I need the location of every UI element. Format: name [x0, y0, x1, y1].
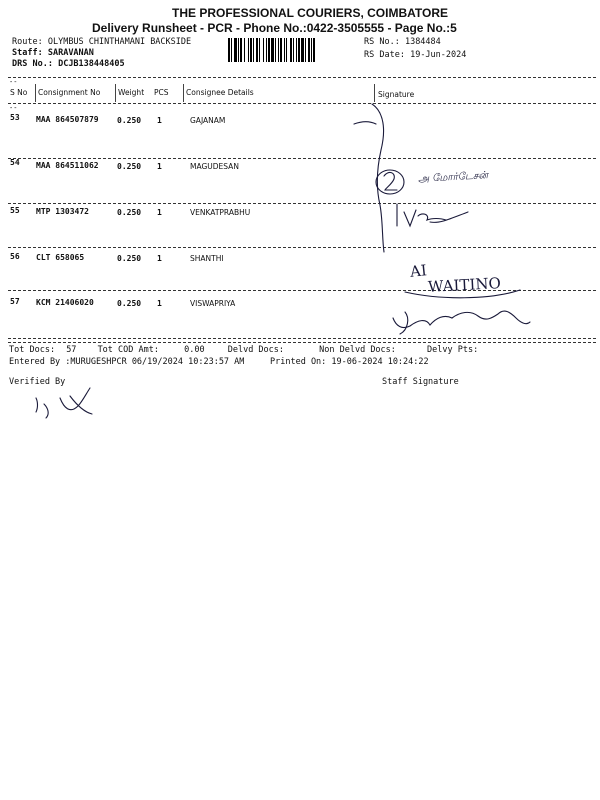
handwritten-text-row54: அ மோர்டேசன் [417, 170, 489, 185]
drs-label: DRS No.: [12, 59, 53, 69]
col-header-sno: S No [10, 88, 28, 97]
row-consignment: MAA 864511062 [36, 161, 99, 170]
row-pcs: 1 [157, 116, 162, 125]
verified-by-label: Verified By [9, 377, 66, 387]
rs-no-label: RS No.: [364, 37, 400, 47]
row-consignment: MAA 864507879 [36, 115, 99, 124]
drs-value: DCJB138448405 [58, 59, 125, 69]
col-header-consignment: Consignment No [38, 88, 101, 97]
row-consignment: MTP 1303472 [36, 207, 89, 216]
row-consignment: KCM 21406020 [36, 298, 94, 307]
runsheet-subtitle: Delivery Runsheet - PCR - Phone No.:0422-3505555 - Page No.:5 [92, 21, 457, 35]
entered-by: Entered By :MURUGESHPCR 06/19/2024 10:23:57 AM [9, 357, 245, 367]
totals-line [9, 345, 478, 355]
rs-no-value: 1384484 [404, 37, 441, 47]
company-title: THE PROFESSIONAL COURIERS, COIMBATORE [172, 6, 449, 20]
row-weight: 0.250 [117, 208, 142, 217]
row-pcs: 1 [157, 162, 162, 171]
rs-date-value: 19-Jun-2024 [410, 50, 467, 60]
row-sno: 55 [10, 206, 20, 215]
staff-value: SARAVANAN [47, 48, 94, 58]
delvd-docs-label: Delvd Docs: [227, 345, 285, 355]
row-sno: 57 [10, 297, 20, 306]
tot-cod-value: 0.00 [184, 345, 205, 355]
tot-docs-value: 57 [66, 345, 77, 355]
row-weight: 0.250 [117, 299, 142, 308]
col-header-pcs: PCS [154, 88, 169, 97]
rule-fragment: -- [9, 78, 18, 86]
row-sno: 56 [10, 252, 20, 261]
tot-docs-label: Tot Docs: [9, 345, 56, 355]
row-consignee: VENKATPRABHU [190, 208, 251, 217]
col-header-weight: Weight [118, 88, 145, 97]
row-pcs: 1 [157, 299, 162, 308]
rule-fragment: -- [9, 104, 18, 112]
row-consignee: SHANTHI [190, 254, 224, 263]
printed-on: Printed On: 19-06-2024 10:24:22 [270, 357, 429, 367]
row-weight: 0.250 [117, 162, 142, 171]
row-consignment: CLT 658065 [36, 253, 85, 262]
row-weight: 0.250 [117, 254, 142, 263]
route-label: Route: [12, 37, 43, 47]
col-header-signature: Signature [378, 90, 415, 99]
row-consignee: GAJANAM [190, 116, 226, 125]
row-sno: 53 [10, 113, 20, 122]
staff-label: Staff: [12, 48, 43, 58]
col-header-consignee: Consignee Details [186, 88, 254, 97]
row-weight: 0.250 [117, 116, 142, 125]
rs-date-label: RS Date: [364, 50, 405, 60]
route-value: OLYMBUS CHINTHAMANI BACKSIDE [47, 37, 192, 47]
row-pcs: 1 [157, 254, 162, 263]
row-consignee: VISWAPRIYA [190, 299, 236, 308]
row-consignee: MAGUDESAN [190, 162, 239, 171]
staff-signature-label: Staff Signature [382, 377, 459, 387]
handwritten-text-row56-a: AI [409, 261, 428, 281]
row-sno: 54 [10, 158, 20, 167]
non-delvd-docs-label: Non Delvd Docs: [319, 345, 396, 355]
tot-cod-label: Tot COD Amt: [97, 345, 159, 355]
handwritten-text-row56-b: WAITINO [427, 274, 502, 296]
delvy-pts-label: Delvy Pts: [427, 345, 479, 355]
row-pcs: 1 [157, 208, 162, 217]
